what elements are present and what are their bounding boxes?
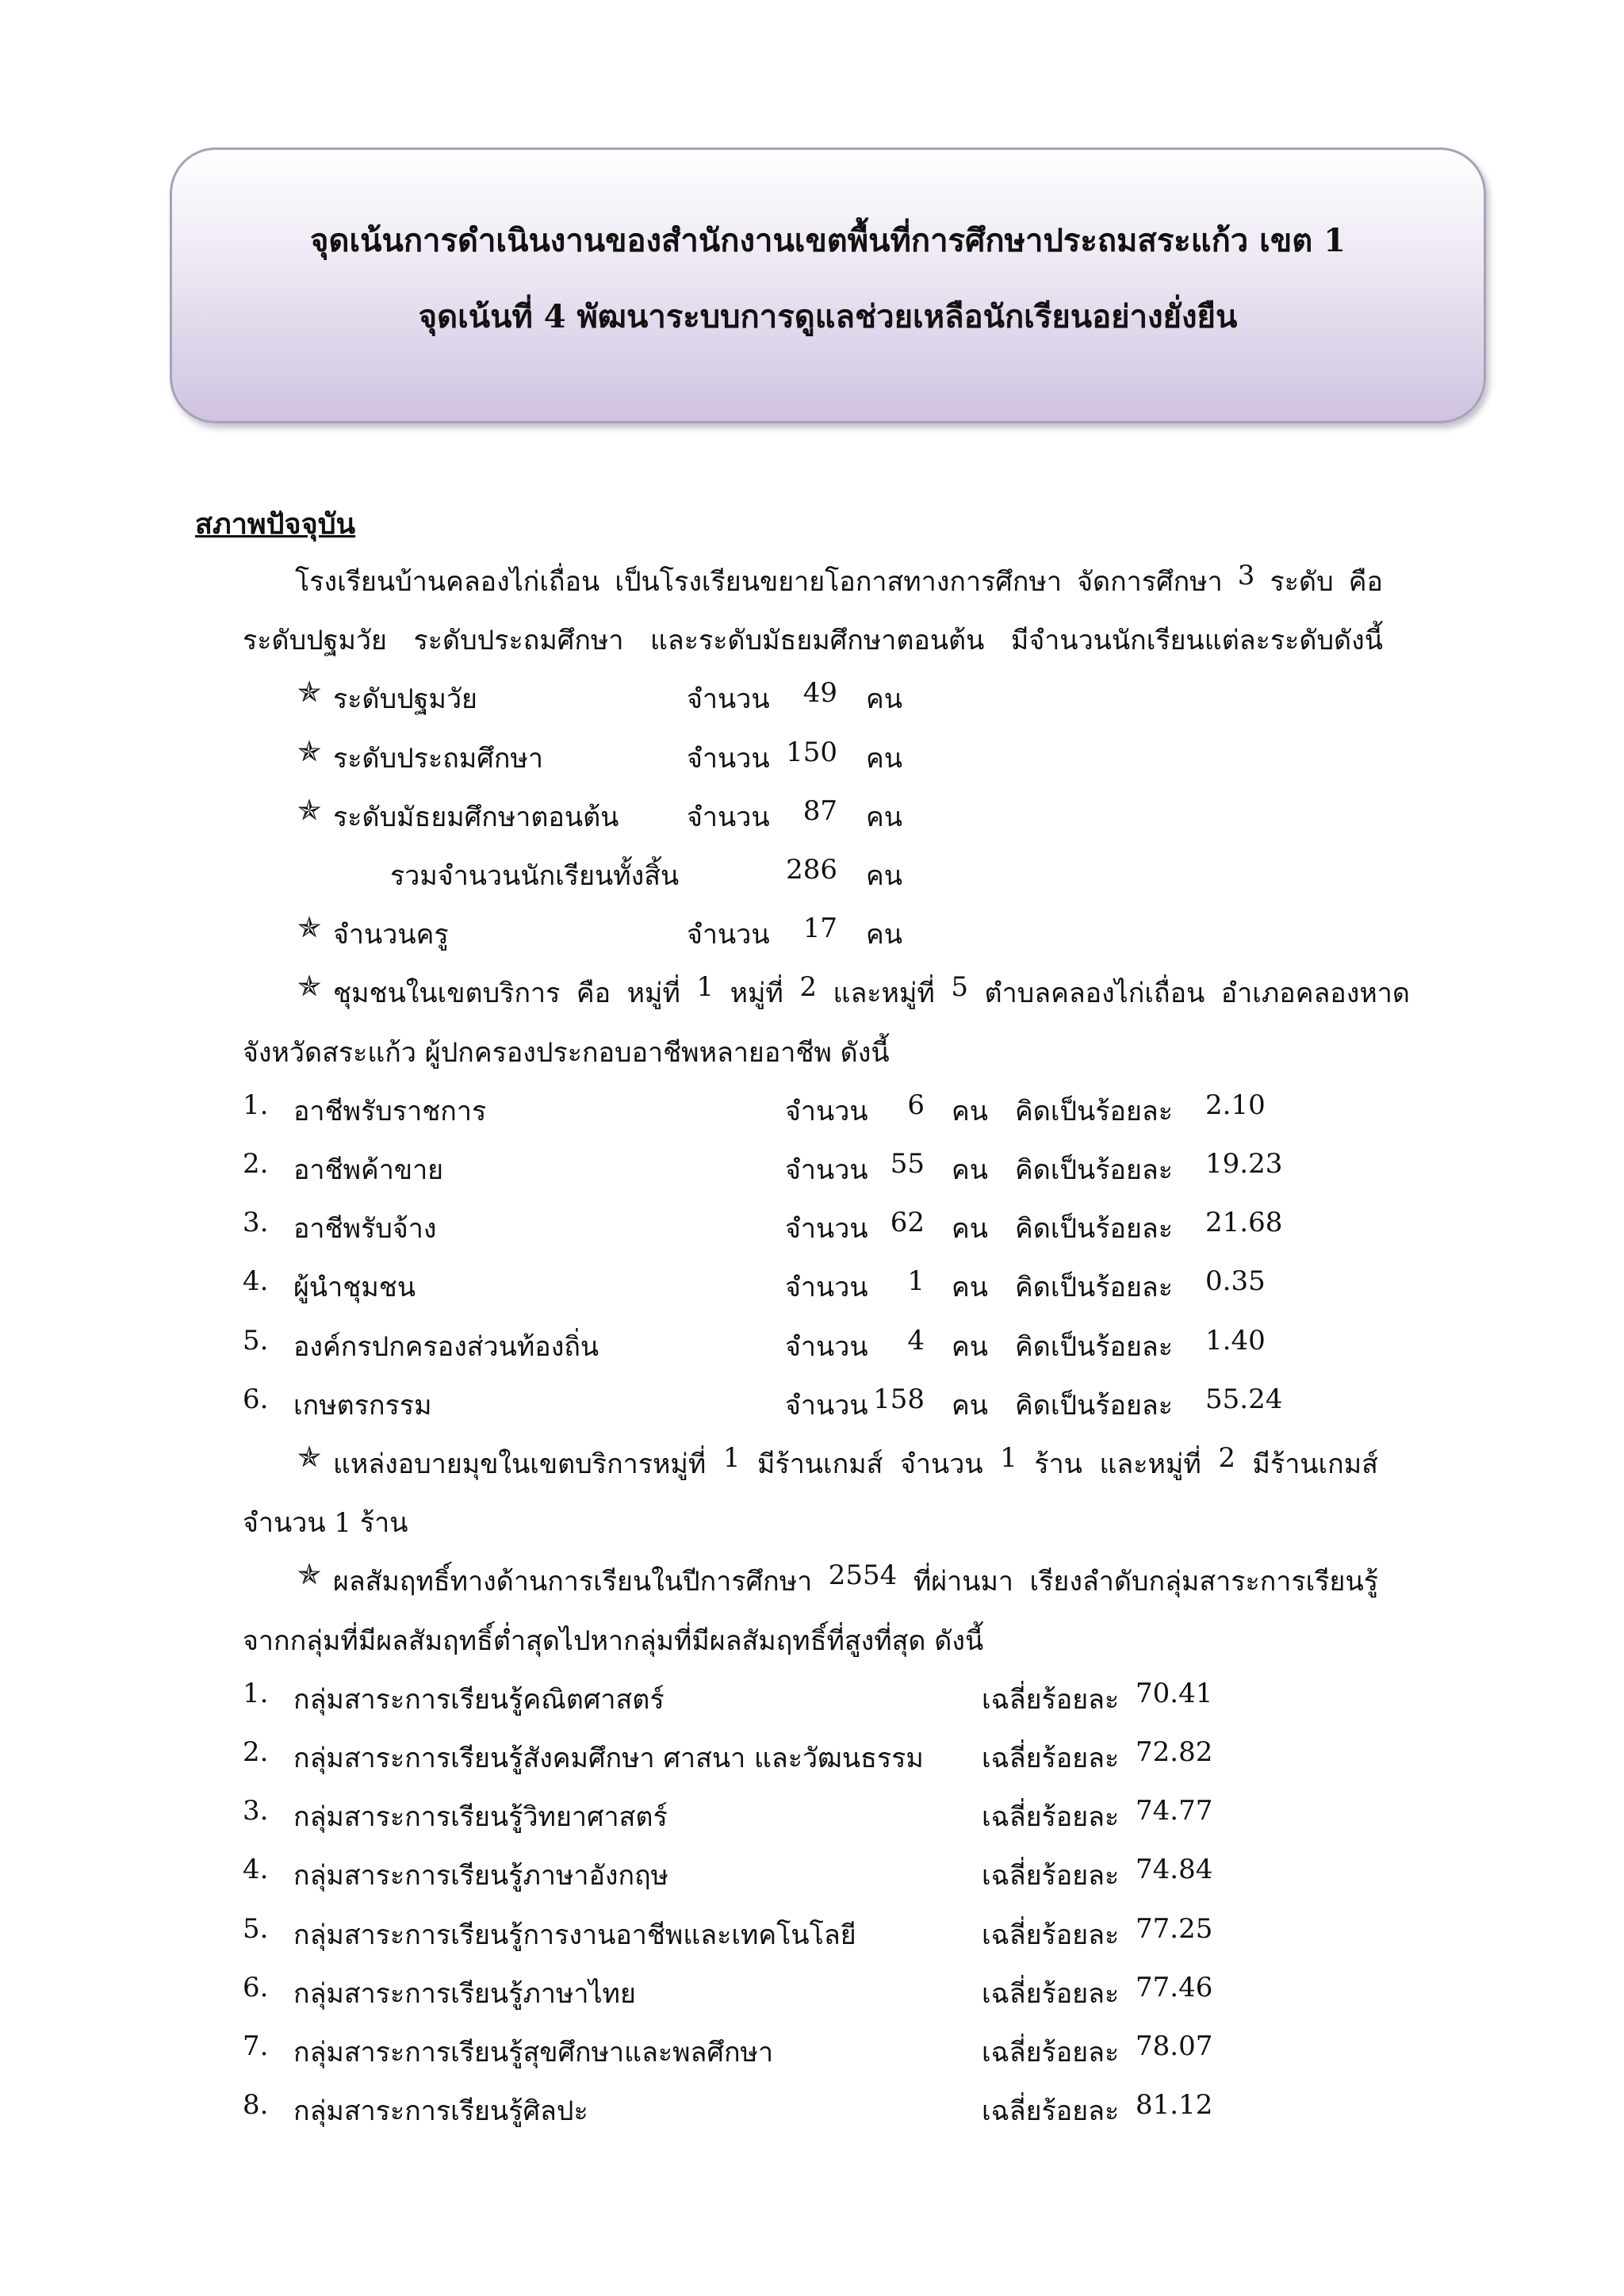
occupation-word: จำนวน <box>785 1272 868 1304</box>
subject-name: กลุ่มสาระการเรียนรู้สังคมศึกษา ศาสนา และวัฒนธรรม <box>293 1743 924 1774</box>
enrollment-label: รวมจำนวนนักเรียนทั้งสิ้น <box>390 860 680 892</box>
enrollment-count: 150 <box>786 736 837 768</box>
community-line-1 <box>333 971 1410 1014</box>
entertainment-line-1 <box>333 1442 1378 1485</box>
word: ระดับ <box>1270 566 1334 598</box>
subject-average-label: เฉลี่ยร้อยละ <box>982 2095 1120 2128</box>
subject-name: กลุ่มสาระการเรียนรู้ภาษาอังกฤษ <box>293 1860 669 1892</box>
occupation-word: จำนวน <box>785 1330 868 1363</box>
word: และหมู่ที่ <box>833 978 935 1010</box>
occupation-number: 4. <box>243 1265 269 1298</box>
word: จำนวน <box>899 1448 983 1480</box>
word: หมู่ที่ <box>730 978 783 1010</box>
word: 1 <box>1000 1442 1017 1474</box>
subject-average-label: เฉลี่ยร้อยละ <box>982 1743 1120 1774</box>
subject-average-label: เฉลี่ยร้อยละ <box>982 1919 1120 1951</box>
enrollment-label: ระดับประถมศึกษา <box>333 742 543 775</box>
occupation-count: 6 <box>907 1089 925 1121</box>
word: 5 <box>951 971 968 1004</box>
intro-line-2 <box>243 618 1383 661</box>
occupation-percent-label: คิดเป็นร้อยละ <box>1015 1389 1173 1422</box>
word: ผลสัมฤทธิ์ทางด้านการเรียนในปีการศึกษา <box>333 1566 813 1598</box>
word: จัดการศึกษา <box>1077 566 1223 598</box>
subject-number: 8. <box>243 2089 269 2122</box>
occupation-percent-label: คิดเป็นร้อยละ <box>1015 1213 1173 1246</box>
subject-average: 77.46 <box>1136 1971 1213 2003</box>
star-icon: ✯ <box>297 735 322 768</box>
community-line-2: จังหวัดสระแก้ว ผู้ปกครองประกอบอาชีพหลายอาชีพ ดังนี้ <box>243 1036 890 1069</box>
subject-average: 72.82 <box>1136 1736 1213 1768</box>
word: ระดับประถมศึกษา <box>413 625 624 657</box>
enrollment-unit: คน <box>866 742 902 775</box>
occupation-percent-label: คิดเป็นร้อยละ <box>1015 1154 1173 1186</box>
enrollment-word: จำนวน <box>687 801 770 833</box>
occupation-number: 1. <box>243 1089 269 1121</box>
star-icon: ✯ <box>297 676 322 710</box>
word: 2554 <box>828 1559 898 1592</box>
enrollment-count: 286 <box>786 854 837 886</box>
word: ตำบลคลองไก่เถื่อน <box>984 978 1205 1010</box>
subject-name: กลุ่มสาระการเรียนรู้สุขศึกษาและพลศึกษา <box>293 2037 774 2068</box>
occupation-percent-label: คิดเป็นร้อยละ <box>1015 1330 1173 1363</box>
enrollment-word: จำนวน <box>687 683 770 716</box>
word: อำเภอคลองหาด <box>1220 978 1410 1010</box>
enrollment-unit: คน <box>866 683 902 716</box>
occupation-percent-label: คิดเป็นร้อยละ <box>1015 1095 1173 1127</box>
achievement-line-2: จากกลุ่มที่มีผลสัมฤทธิ์ต่ำสุดไปหากลุ่มที่มีผลสัมฤทธิ์ที่สูงที่สุด ดังนี้ <box>243 1624 984 1657</box>
word: ที่ผ่านมา <box>913 1566 1013 1598</box>
word: มีจำนวนนักเรียนแต่ละระดับดังนี้ <box>1010 625 1383 657</box>
occupation-count: 158 <box>873 1383 925 1415</box>
subject-number: 4. <box>243 1854 269 1886</box>
subject-average-label: เฉลี่ยร้อยละ <box>982 1860 1120 1892</box>
occupation-word: จำนวน <box>785 1389 868 1422</box>
occupation-percent: 19.23 <box>1205 1148 1283 1180</box>
word: ชุมชนในเขตบริการ <box>333 978 561 1010</box>
enrollment-label: จำนวนครู <box>333 919 449 951</box>
occupation-word: จำนวน <box>785 1213 868 1246</box>
occupation-count: 4 <box>907 1324 925 1357</box>
word: คือ <box>1348 566 1383 598</box>
word: ระดับปฐมวัย <box>243 625 387 657</box>
subject-number: 1. <box>243 1677 269 1709</box>
word: เรียงลำดับกลุ่มสาระการเรียนรู้ <box>1029 1566 1378 1598</box>
occupation-count: 55 <box>890 1148 925 1180</box>
occupation-unit: คน <box>952 1272 988 1304</box>
word: แหล่งอบายมุขในเขตบริการหมู่ที่ <box>333 1448 707 1480</box>
word: 3 <box>1237 560 1255 591</box>
star-icon: ✯ <box>297 794 322 827</box>
occupation-name: เกษตรกรรม <box>293 1389 432 1422</box>
occupation-name: อาชีพรับจ้าง <box>293 1213 437 1246</box>
word: และหมู่ที่ <box>1099 1448 1201 1480</box>
enrollment-word: จำนวน <box>687 742 770 775</box>
occupation-percent: 55.24 <box>1205 1383 1283 1415</box>
star-icon: ✯ <box>297 912 322 945</box>
occupation-unit: คน <box>952 1213 988 1246</box>
occupation-percent: 1.40 <box>1205 1324 1266 1357</box>
occupation-percent-label: คิดเป็นร้อยละ <box>1015 1272 1173 1304</box>
occupation-count: 62 <box>890 1207 925 1239</box>
word: ร้าน <box>1034 1448 1082 1480</box>
subject-name: กลุ่มสาระการเรียนรู้วิทยาศาสตร์ <box>293 1801 668 1834</box>
subject-average: 74.84 <box>1136 1854 1213 1886</box>
subject-average: 78.07 <box>1136 2030 1213 2062</box>
header-title-line-2: จุดเน้นที่ 4 พัฒนาระบบการดูแลช่วยเหลือนักเรียนอย่างยั่งยืน <box>418 298 1238 335</box>
word: มีร้านเกมส์ <box>757 1448 883 1480</box>
star-icon: ✯ <box>297 1441 322 1474</box>
occupation-number: 3. <box>243 1207 269 1239</box>
subject-average: 81.12 <box>1136 2089 1213 2122</box>
occupation-name: อาชีพค้าขาย <box>293 1154 444 1186</box>
subject-average-label: เฉลี่ยร้อยละ <box>982 1977 1120 2010</box>
subject-number: 6. <box>243 1971 269 2003</box>
occupation-unit: คน <box>952 1389 988 1422</box>
occupation-name: องค์กรปกครองส่วนท้องถิ่น <box>293 1330 599 1363</box>
subject-number: 5. <box>243 1912 269 1945</box>
subject-average-label: เฉลี่ยร้อยละ <box>982 1801 1120 1834</box>
occupation-unit: คน <box>952 1095 988 1127</box>
word: โรงเรียนบ้านคลองไก่เถื่อน <box>295 566 600 598</box>
occupation-unit: คน <box>952 1330 988 1363</box>
word: 2 <box>799 971 817 1004</box>
enrollment-unit: คน <box>866 801 902 833</box>
occupation-name: อาชีพรับราชการ <box>293 1095 487 1127</box>
star-icon: ✯ <box>297 1559 322 1592</box>
word: มีร้านเกมส์ <box>1252 1448 1378 1480</box>
enrollment-count: 49 <box>802 677 837 710</box>
subject-average-label: เฉลี่ยร้อยละ <box>982 1683 1120 1716</box>
occupation-percent: 0.35 <box>1205 1265 1266 1298</box>
subject-number: 7. <box>243 2030 269 2062</box>
occupation-word: จำนวน <box>785 1095 868 1127</box>
subject-number: 2. <box>243 1736 269 1768</box>
enrollment-unit: คน <box>866 860 902 892</box>
word: และระดับมัธยมศึกษาตอนต้น <box>649 625 985 657</box>
occupation-percent: 2.10 <box>1205 1089 1266 1121</box>
header-title-line-1: จุดเน้นการดำเนินงานของสำนักงานเขตพื้นที่การศึกษาประถมสระแก้ว เขต 1 <box>310 222 1346 259</box>
word: คือ <box>576 978 611 1010</box>
occupation-name: ผู้นำชุมชน <box>293 1272 416 1304</box>
enrollment-label: ระดับมัธยมศึกษาตอนต้น <box>333 801 619 833</box>
enrollment-count: 87 <box>802 794 837 827</box>
word: เป็นโรงเรียนขยายโอกาสทางการศึกษา <box>615 566 1062 598</box>
subject-name: กลุ่มสาระการเรียนรู้การงานอาชีพและเทคโนโลยี <box>293 1919 856 1951</box>
intro-line-1 <box>295 560 1383 603</box>
subject-average: 70.41 <box>1136 1677 1213 1709</box>
occupation-word: จำนวน <box>785 1154 868 1186</box>
star-icon: ✯ <box>297 970 322 1004</box>
subject-name: กลุ่มสาระการเรียนรู้ภาษาไทย <box>293 1977 636 2010</box>
subject-average-label: เฉลี่ยร้อยละ <box>982 2037 1120 2068</box>
word: 1 <box>722 1442 741 1474</box>
occupation-number: 5. <box>243 1324 269 1357</box>
subject-average: 77.25 <box>1136 1912 1213 1945</box>
word: 2 <box>1218 1442 1235 1474</box>
word: หมู่ที่ <box>626 978 680 1010</box>
enrollment-unit: คน <box>866 919 902 951</box>
enrollment-word: จำนวน <box>687 919 770 951</box>
entertainment-line-2: จำนวน 1 ร้าน <box>243 1507 408 1540</box>
header-banner <box>170 147 1486 423</box>
enrollment-count: 17 <box>802 913 837 945</box>
subject-average: 74.77 <box>1136 1795 1213 1827</box>
occupation-number: 6. <box>243 1383 269 1415</box>
occupation-count: 1 <box>907 1265 925 1298</box>
subject-name: กลุ่มสาระการเรียนรู้คณิตศาสตร์ <box>293 1683 665 1716</box>
occupation-percent: 21.68 <box>1205 1207 1283 1239</box>
word: 1 <box>696 971 714 1004</box>
achievement-line-1 <box>333 1559 1378 1602</box>
section-heading: สภาพปัจจุบัน <box>195 507 356 541</box>
enrollment-label: ระดับปฐมวัย <box>333 683 477 716</box>
subject-number: 3. <box>243 1795 269 1827</box>
occupation-unit: คน <box>952 1154 988 1186</box>
occupation-number: 2. <box>243 1148 269 1180</box>
subject-name: กลุ่มสาระการเรียนรู้ศิลปะ <box>293 2095 588 2128</box>
